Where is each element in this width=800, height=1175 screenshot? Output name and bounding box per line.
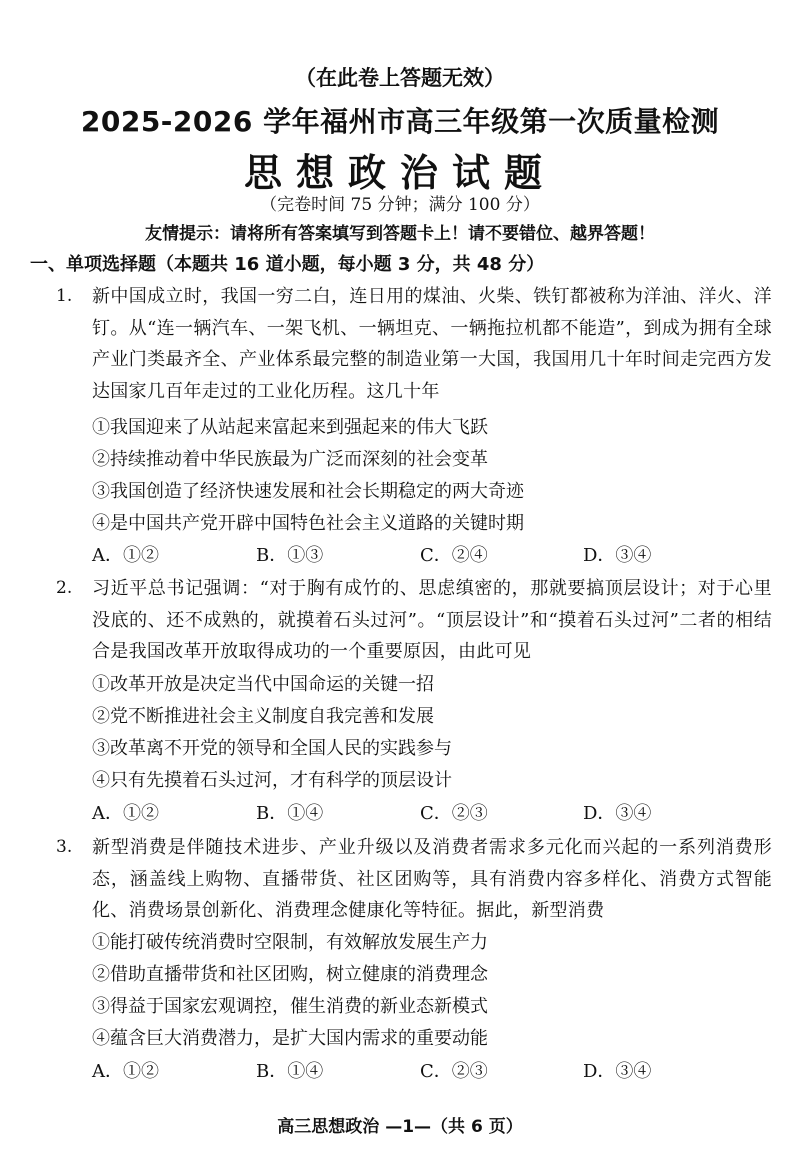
section-title: 一、单项选择题（本题共 16 道小题，每小题 3 分，共 48 分） [30, 254, 545, 275]
choice-d: D．③④ [583, 1061, 652, 1082]
page-footer: 高三思想政治 —1—（共 6 页） [277, 1117, 523, 1137]
choice-b: B．①④ [256, 1061, 324, 1082]
option-statement: ③改革离不开党的领导和全国人民的实践参与 [92, 738, 452, 759]
option-statement: ①能打破传统消费时空限制，有效解放发展生产力 [92, 932, 488, 953]
option-statement: ③得益于国家宏观调控，催生消费的新业态新模式 [92, 996, 488, 1017]
choice-c: C．②④ [420, 545, 488, 566]
friendly-tip: 友情提示：请将所有答案填写到答题卡上！请不要错位、越界答题！ [145, 224, 655, 244]
option-statement: ②持续推动着中华民族最为广泛而深刻的社会变革 [92, 449, 488, 470]
choice-d: D．③④ [583, 803, 652, 824]
time-info: （完卷时间 75 分钟；满分 100 分） [260, 195, 540, 215]
choice-b: B．①④ [256, 803, 324, 824]
option-statement: ②借助直播带货和社区团购，树立健康的消费理念 [92, 964, 488, 985]
exam-title: 2025-2026 学年福州市高三年级第一次质量检测 [80, 105, 720, 138]
question-number: 2. [56, 578, 73, 598]
subject-title: 思想政治试题 [243, 151, 556, 195]
choice-d: D．③④ [583, 545, 652, 566]
option-statement: ③我国创造了经济快速发展和社会长期稳定的两大奇迹 [92, 481, 524, 502]
option-statement: ④只有先摸着石头过河，才有科学的顶层设计 [92, 770, 452, 791]
choice-c: C．②③ [420, 1061, 488, 1082]
question-number: 1. [56, 286, 73, 306]
invalid-answer-note: （在此卷上答题无效） [295, 66, 505, 90]
question-stem: 习近平总书记强调：“对于胸有成竹的、思虑缜密的，那就要搞顶层设计；对于心里没底的、还不成熟的，就摸着石头过河”。“顶层设计”和“摸着石头过河”二者的相结合是我国改革开放取得成功的一个重要原因，由此可见 [92, 578, 772, 662]
choice-a: A．①② [92, 1061, 159, 1082]
choice-b: B．①③ [256, 545, 324, 566]
option-statement: ①我国迎来了从站起来富起来到强起来的伟大飞跃 [92, 417, 488, 438]
option-statement: ④是中国共产党开辟中国特色社会主义道路的关键时期 [92, 513, 524, 534]
option-statement: ②党不断推进社会主义制度自我完善和发展 [92, 706, 434, 727]
choice-a: A．①② [92, 545, 159, 566]
question-stem: 新中国成立时，我国一穷二白，连日用的煤油、火柴、铁钉都被称为洋油、洋火、洋钉。从“连一辆汽车、一架飞机、一辆坦克、一辆拖拉机都不能造”，到成为拥有全球产业门类最齐全、产业体系最完整的制造业第一大国，我国用几十年时间走完西方发达国家几百年走过的工业化历程。这几十年 [92, 286, 772, 402]
question-number: 3. [56, 837, 73, 857]
question-stem: 新型消费是伴随技术进步、产业升级以及消费者需求多元化而兴起的一系列消费形态，涵盖线上购物、直播带货、社区团购等，具有消费内容多样化、消费方式智能化、消费场景创新化、消费理念健康化等特征。据此，新型消费 [92, 837, 772, 921]
choice-c: C．②③ [420, 803, 488, 824]
option-statement: ①改革开放是决定当代中国命运的关键一招 [92, 674, 434, 695]
choice-a: A．①② [92, 803, 159, 824]
option-statement: ④蕴含巨大消费潜力，是扩大国内需求的重要动能 [92, 1028, 488, 1049]
